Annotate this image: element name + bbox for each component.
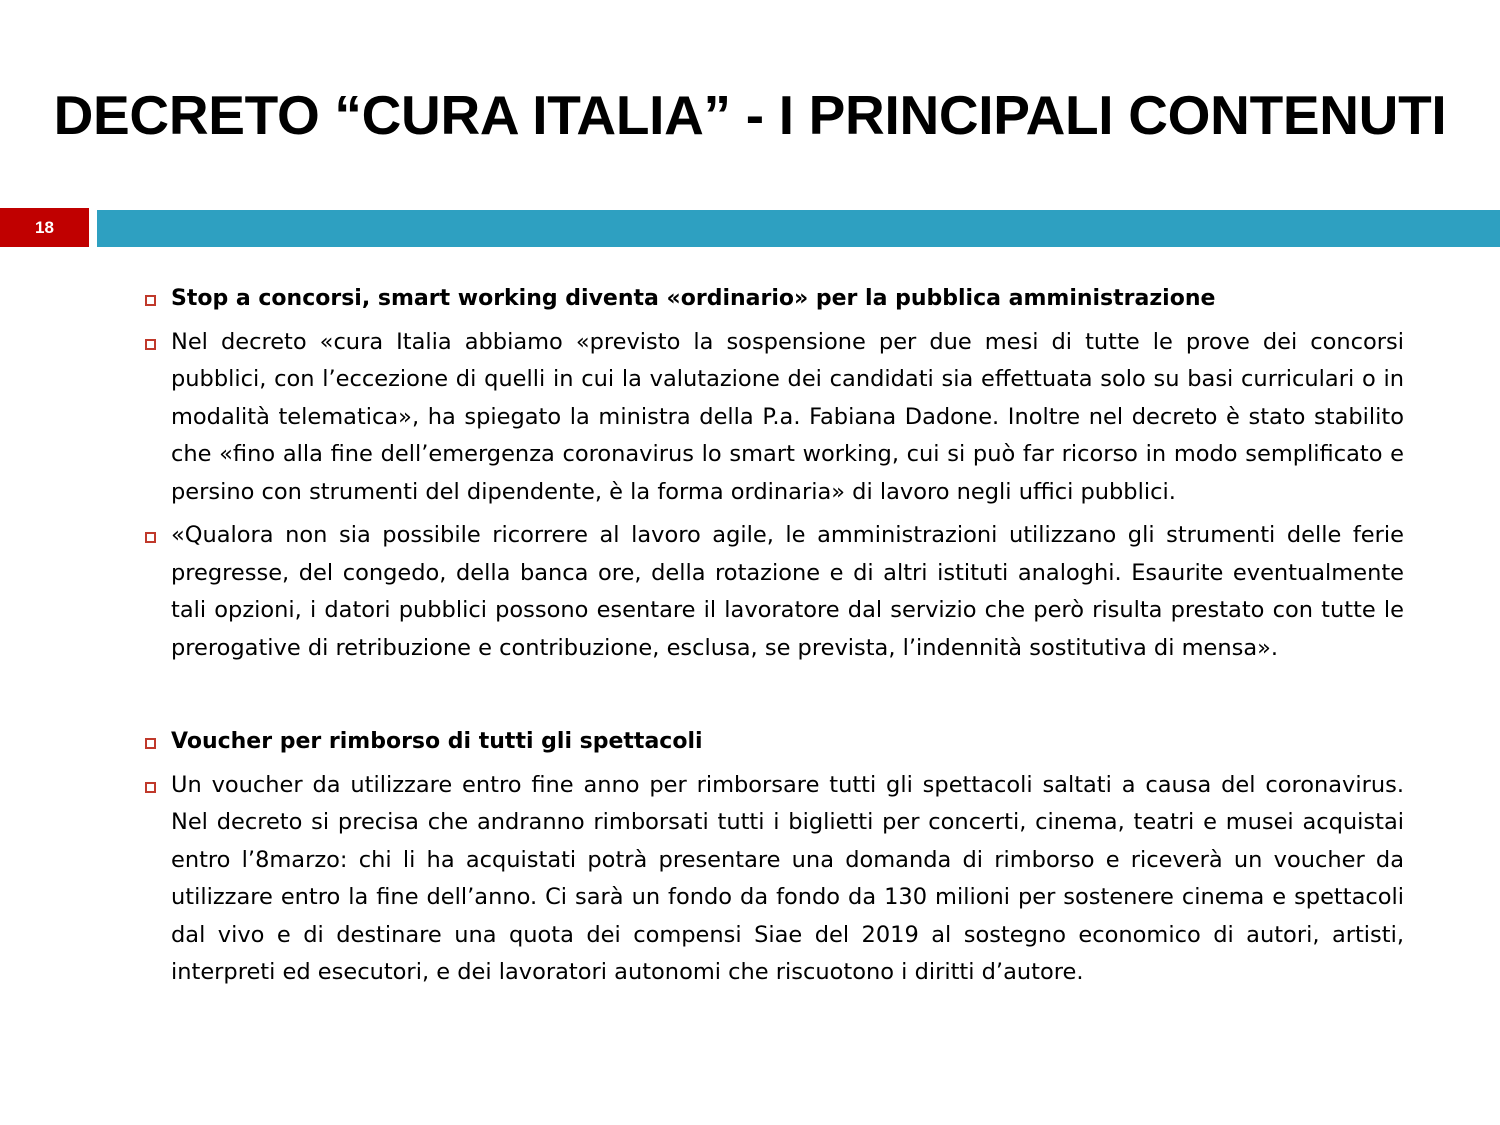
- bullet-paragraph-lavoro-agile: [142, 517, 1404, 667]
- bullet-paragraph-decreto: [142, 324, 1404, 512]
- header-divider-bar: [97, 210, 1500, 247]
- bullet-text: Stop a concorsi, smart working diventa «ordinario» per la pubblica amministrazione: [171, 286, 1216, 311]
- square-bullet-icon: [145, 782, 156, 793]
- bullet-heading-voucher: [142, 723, 1404, 761]
- square-bullet-icon: [145, 339, 156, 350]
- square-bullet-icon: [145, 738, 156, 749]
- page-number-badge: 18: [0, 208, 89, 247]
- bullet-text: Nel decreto «cura Italia abbiamo «previsto la sospensione per due mesi di tutte le prove dei concorsi pubblici, con l’eccezione di quelli in cui la valutazione dei candidati sia effettuata solo su basi curriculari o in modalità telematica», ha spiegato la ministra della P.a. Fabiana Dadone. Inoltre nel decreto è stato stabilito che «fino alla fine dell’emergenza coronavirus lo smart working, cui si può far ricorso in modo semplificato e persino con strumenti del dipendente, è la forma ordinaria» di lavoro negli uffici pubblici.: [171, 328, 1404, 505]
- bullet-text: Voucher per rimborso di tutti gli spettacoli: [171, 729, 703, 754]
- bullet-text: Un voucher da utilizzare entro fine anno per rimborsare tutti gli spettacoli saltati a causa del coronavirus. Nel decreto si precisa che andranno rimborsati tutti i biglietti per concerti, cinema, teatri e musei acquistai entro l’8marzo: chi li ha acquistati potrà presentare una domanda di rimborso e riceverà un voucher da utilizzare entro la fine dell’anno. Ci sarà un fondo da fondo da 130 milioni per sostenere cinema e spettacoli dal vivo e di destinare una quota dei compensi Siae del 2019 al sostegno economico di autori, artisti, interpreti ed esecutori, e dei lavoratori autonomi che riscuotono i diritti d’autore.: [171, 771, 1404, 985]
- square-bullet-icon: [145, 532, 156, 543]
- slide-title: DECRETO “CURA ITALIA” - I PRINCIPALI CONTENUTI: [53, 84, 1447, 146]
- square-bullet-icon: [145, 295, 156, 306]
- bullet-paragraph-voucher: [142, 767, 1404, 992]
- bullet-heading-concorsi: [142, 280, 1404, 318]
- bullet-text: «Qualora non sia possibile ricorrere al lavoro agile, le amministrazioni utilizzano gli strumenti delle ferie pregresse, del congedo, della banca ore, della rotazione e di altri istituti analoghi. Esaurite eventualmente tali opzioni, i datori pubblici possono esentare il lavoratore dal servizio che però risulta prestato con tutte le prerogative di retribuzione e contribuzione, esclusa, se prevista, l’indennità sostitutiva di mensa».: [171, 522, 1404, 661]
- bullet-list: [142, 280, 1404, 998]
